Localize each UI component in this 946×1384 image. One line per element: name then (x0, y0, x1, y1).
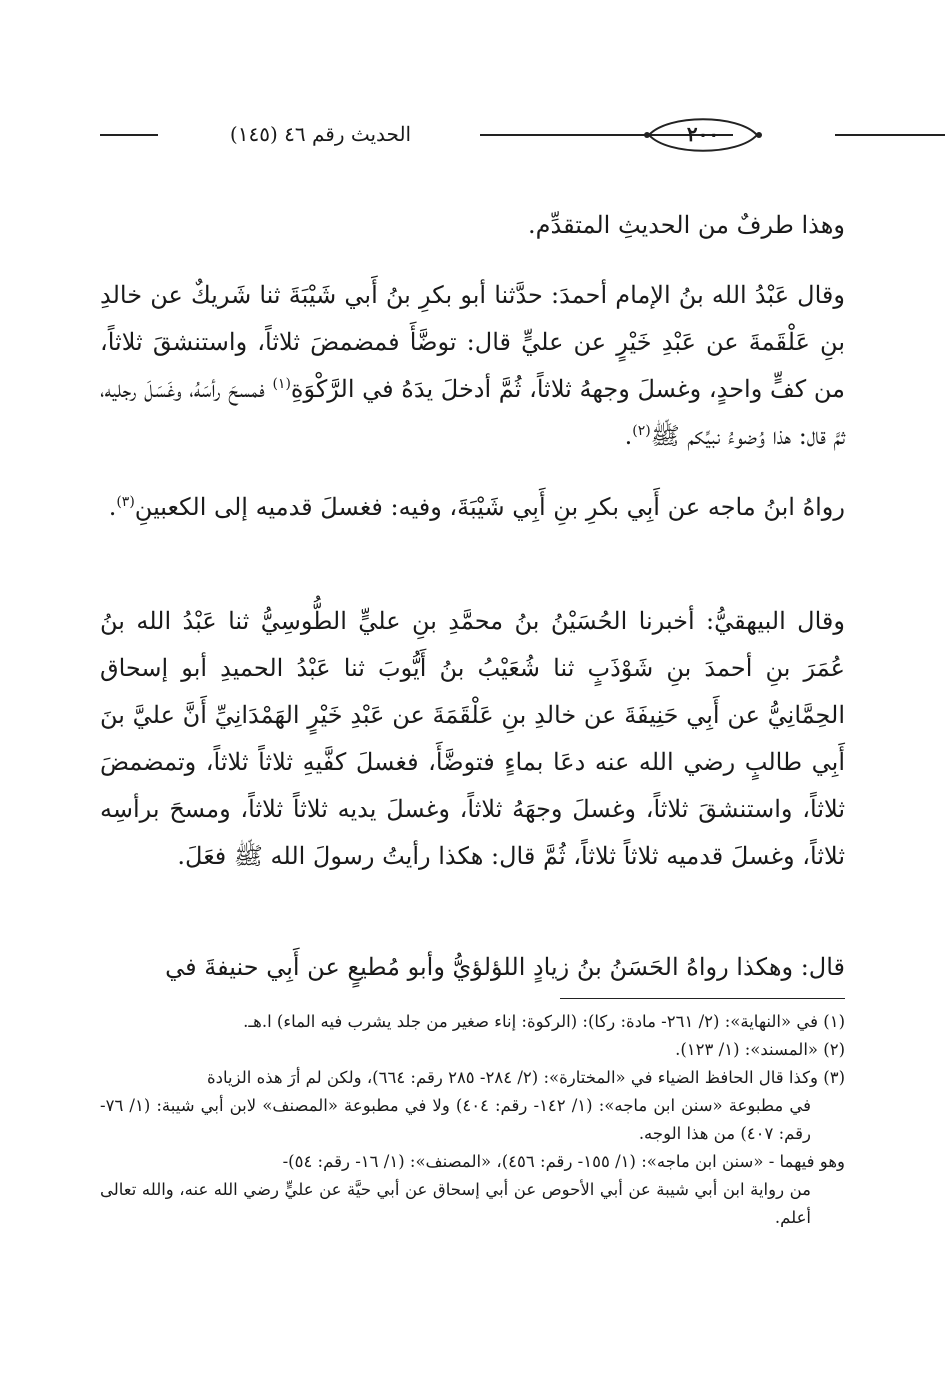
paragraph-3-main: رواهُ ابنُ ماجه عن أَبِي بكرِ بنِ أَبِي شَيْبَةَ، وفيه: فغسلَ قدميه إلى الكعبينِ (134, 493, 845, 521)
paragraph-2-text (100, 272, 845, 460)
paragraph-2 (100, 272, 845, 460)
header-rule-left (100, 134, 158, 136)
paragraph-4 (100, 598, 845, 880)
footnote-3-note-first-line: وهو فيهما - «سنن ابن ماجه»: (١/ ١٥٥- رقم: ٤٥٦)، «المصنف»: (١/ ١٦- رقم: ٥٤)- (282, 1152, 845, 1171)
paragraph-4-text: وقال البيهقيُّ: أخبرنا الحُسَيْنُ بنُ محمَّدِ بنِ عليٍّ الطُّوسِيُّ ثنا عَبْدُ الله بنُ عُمَرَ بنِ أحمدَ بنِ شَوْذَبٍ ثنا شُعَيْبُ بنُ أَيُّوبَ ثنا عَبْدُ الحميدِ أبو إسحاق الحِمَّانِيُّ عن أَبِي حَنِيفَةَ عن خالدِ بنِ عَلْقَمَةَ عن عَبْدِ خَيْرٍ الهَمْدَانِيِّ أَنَّ عليَّ بنَ أَبِي طالبٍ رضي الله عنه دعَا بماءٍ فتوضَّأَ، فغسلَ كفَّيهِ ثلاثاً ثلاثاً، وتمضمضَ ثلاثاً، واستنشقَ ثلاثاً، وغسلَ وجهَهُ ثلاثاً، وغسلَ يديه ثلاثاً ثلاثاً، ومسحَ برأسِه ثلاثاً، وغسلَ قدميه ثلاثاً ثلاثاً، ثُمَّ قال: هكذا رأيتُ رسولَ الله ﷺ فعَلَ. (100, 607, 846, 870)
paragraph-3 (100, 484, 845, 531)
footnote-3 (100, 1064, 845, 1148)
footnote-3-note-continuation: من رواية ابن أبي شيبة عن أبي الأحوص عن أبي إسحاق عن أبي حيَّة عن عليٍّ رضي الله عنه، والله تعالى أعلم. (100, 1180, 811, 1227)
paragraph-2-main: وقال عَبْدُ الله بنُ الإمام أحمدَ: حدَّثنا أبو بكرِ بنُ أَبي شَيْبَةَ ثنا شَريكٌ عن خالدِ بنِ عَلْقَمةَ عن عَبْدِ خَيْرٍ عن عليٍّ قال: توضَّأَ فمضمضَ ثلاثاً، واستنشقَ ثلاثاً، من كفٍّ واحدٍ، وغسلَ وجههُ ثلاثاً، ثُمَّ أدخلَ يدَهُ في الرَّكْوَةِ (100, 281, 845, 403)
footnote-ref-1[interactable]: (١) (272, 376, 291, 392)
footnote-ref-2[interactable]: (٢) (632, 423, 651, 439)
page-header (100, 112, 845, 158)
paragraph-3-end: . (108, 493, 117, 521)
footnote-separator (560, 998, 845, 999)
header-rule-right (835, 134, 945, 136)
paragraph-5-text: قال: وهكذا رواهُ الحَسَنُ بنُ زيادٍ اللؤلؤيُّ وأبو مُطيعٍ عن أَبِي حنيفةَ في (165, 953, 845, 981)
paragraph-2-tail: فمسحَ رأسَهُ، وغَسَلَ رجليه، ثمَّ قال: هذا وُضوءُ نبيِّكم ﷺ (100, 375, 845, 450)
paragraph-2-end: . (624, 422, 633, 450)
running-title: الحديث رقم ٤٦ (١٤٥) (229, 122, 412, 146)
paragraph-1-text: وهذا طرفٌ من الحديثِ المتقدِّم. (527, 211, 845, 239)
paragraph-5 (100, 944, 845, 991)
footnote-3-first-line: (٣) وكذا قال الحافظ الضياء في «المختارة»: (٢/ ٢٨٤- ٢٨٥ رقم: ٦٦٤)، ولكن لم أرَ هذه الزيادة (207, 1068, 845, 1087)
page-number: ٢٠٠ (686, 122, 720, 146)
footnote-1: (١) في «النهاية»: (٢/ ٢٦١- مادة: ركا): (الركوة: إناء صغير من جلد يشرب فيه الماء) ا.هـ. (243, 1012, 845, 1031)
paragraph-3-text (100, 484, 845, 531)
paragraph-1 (100, 202, 845, 249)
page-number-ornament (643, 112, 763, 158)
footnote-3-note (100, 1148, 845, 1232)
footnote-3-continuation: في مطبوعة «سنن ابن ماجه»: (١/ ١٤٢- رقم: ٤٠٤) ولا في مطبوعة «المصنف» لابن أبي شيبة: (١/ ٧٦- رقم: ٤٠٧) من هذا الوجه. (100, 1096, 811, 1143)
footnote-2: (٢) «المسند»: (١/ ١٢٣). (675, 1040, 845, 1059)
footnotes (100, 1008, 845, 1232)
footnote-ref-3[interactable]: (٣) (116, 494, 135, 510)
